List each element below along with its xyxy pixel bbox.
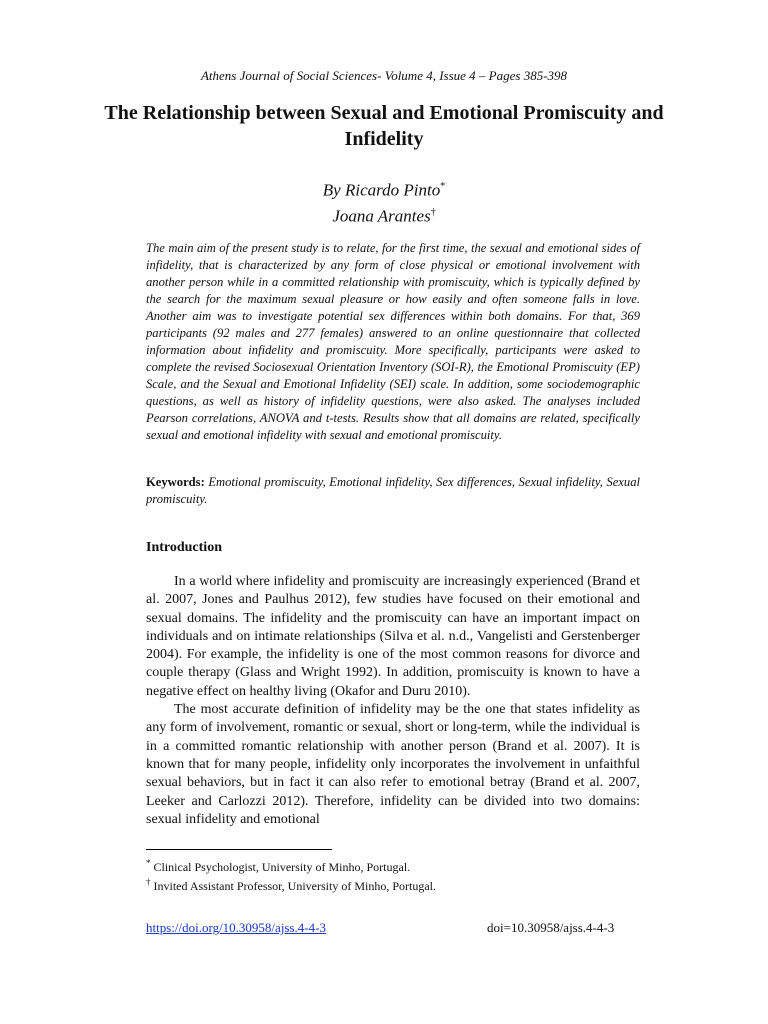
paragraph: In a world where infidelity and promiscuity are increasingly experienced (Brand et al. 2007, Jones and Paulhus 2012), few studies have focused on their emotional and sexual domains. The infidelity and the promiscuity can have an important impact on individuals and on intimate relationships (Silva et al. n.d., Vangelisti and Gerstenberger 2004). For example, the infidelity is one of the most common reasons for divorce and couple therapy (Glass and Wright 1992). In addition, promiscuity is known to have a negative effect on healthy living (Okafor and Duru 2010). (146, 574, 640, 699)
author-2-name: Joana Arantes (332, 206, 431, 226)
footnotes (146, 856, 640, 894)
footnote-1 (146, 856, 640, 875)
author-2 (0, 202, 768, 228)
section-heading: Introduction (146, 540, 222, 555)
author-2-mark: † (430, 206, 436, 218)
keywords-label: Keywords: (146, 475, 205, 489)
author-1 (0, 176, 768, 202)
doi-text: doi=10.30958/ajss.4-4-3 (487, 920, 615, 935)
doi-link[interactable]: https://doi.org/10.30958/ajss.4-4-3 (146, 920, 326, 935)
footnote-1-mark: * (146, 858, 151, 868)
footnote-2-text: Invited Assistant Professor, University of Minho, Portugal. (153, 879, 437, 893)
paper-title: The Relationship between Sexual and Emotional Promiscuity and Infidelity (104, 102, 664, 150)
footnote-1-text: Clinical Psychologist, University of Minho, Portugal. (153, 860, 411, 874)
author-block (0, 176, 768, 227)
footnote-2-mark: † (146, 877, 151, 887)
author-1-mark: * (440, 181, 446, 192)
keywords (146, 474, 640, 508)
keywords-text: Emotional promiscuity, Emotional infidelity, Sex differences, Sexual infidelity, Sexual promiscuity. (146, 475, 640, 506)
paragraph: The most accurate definition of infidelity may be the one that states infidelity as any form of involvement, romantic or sexual, short or long-term, while the individual is in a committed romantic relationship with another person (Brand et al. 2007). It is known that for many people, infidelity only incorporates the involvement in unfaithful sexual behaviors, but in fact it can also refer to emotional betray (Brand et al. 2007, Leeker and Carlozzi 2012). Therefore, infidelity can be divided into two domains: sexual infidelity and emotional (146, 702, 640, 827)
body-text (146, 573, 640, 829)
footnote-2 (146, 875, 640, 894)
author-1-name: By Ricardo Pinto (322, 180, 441, 200)
abstract: The main aim of the present study is to relate, for the first time, the sexual and emotional sides of infidelity, that is characterized by any form of close physical or emotional involvement with another person while in a committed relationship with promiscuity, which is typically defined by the search for the maximum sexual pleasure or how easily and often someone falls in love. Another aim was to investigate potential sex differences within both domains. For that, 369 participants (92 males and 277 females) answered to an online questionnaire that collected information about infidelity and promiscuity. More specifically, participants were asked to complete the revised Sociosexual Orientation Inventory (SOI-R), the Emotional Promiscuity (EP) Scale, and the Sexual and Emotional Infidelity (SEI) scale. In addition, some sociodemographic questions, as well as history of infidelity questions, were also asked. The analyses included Pearson correlations, ANOVA and t-tests. Results show that all domains are related, specifically sexual and emotional infidelity with sexual and emotional promiscuity. (146, 241, 640, 442)
footnote-divider (146, 849, 332, 850)
journal-header: Athens Journal of Social Sciences- Volume 4, Issue 4 – Pages 385-398 (200, 68, 568, 83)
